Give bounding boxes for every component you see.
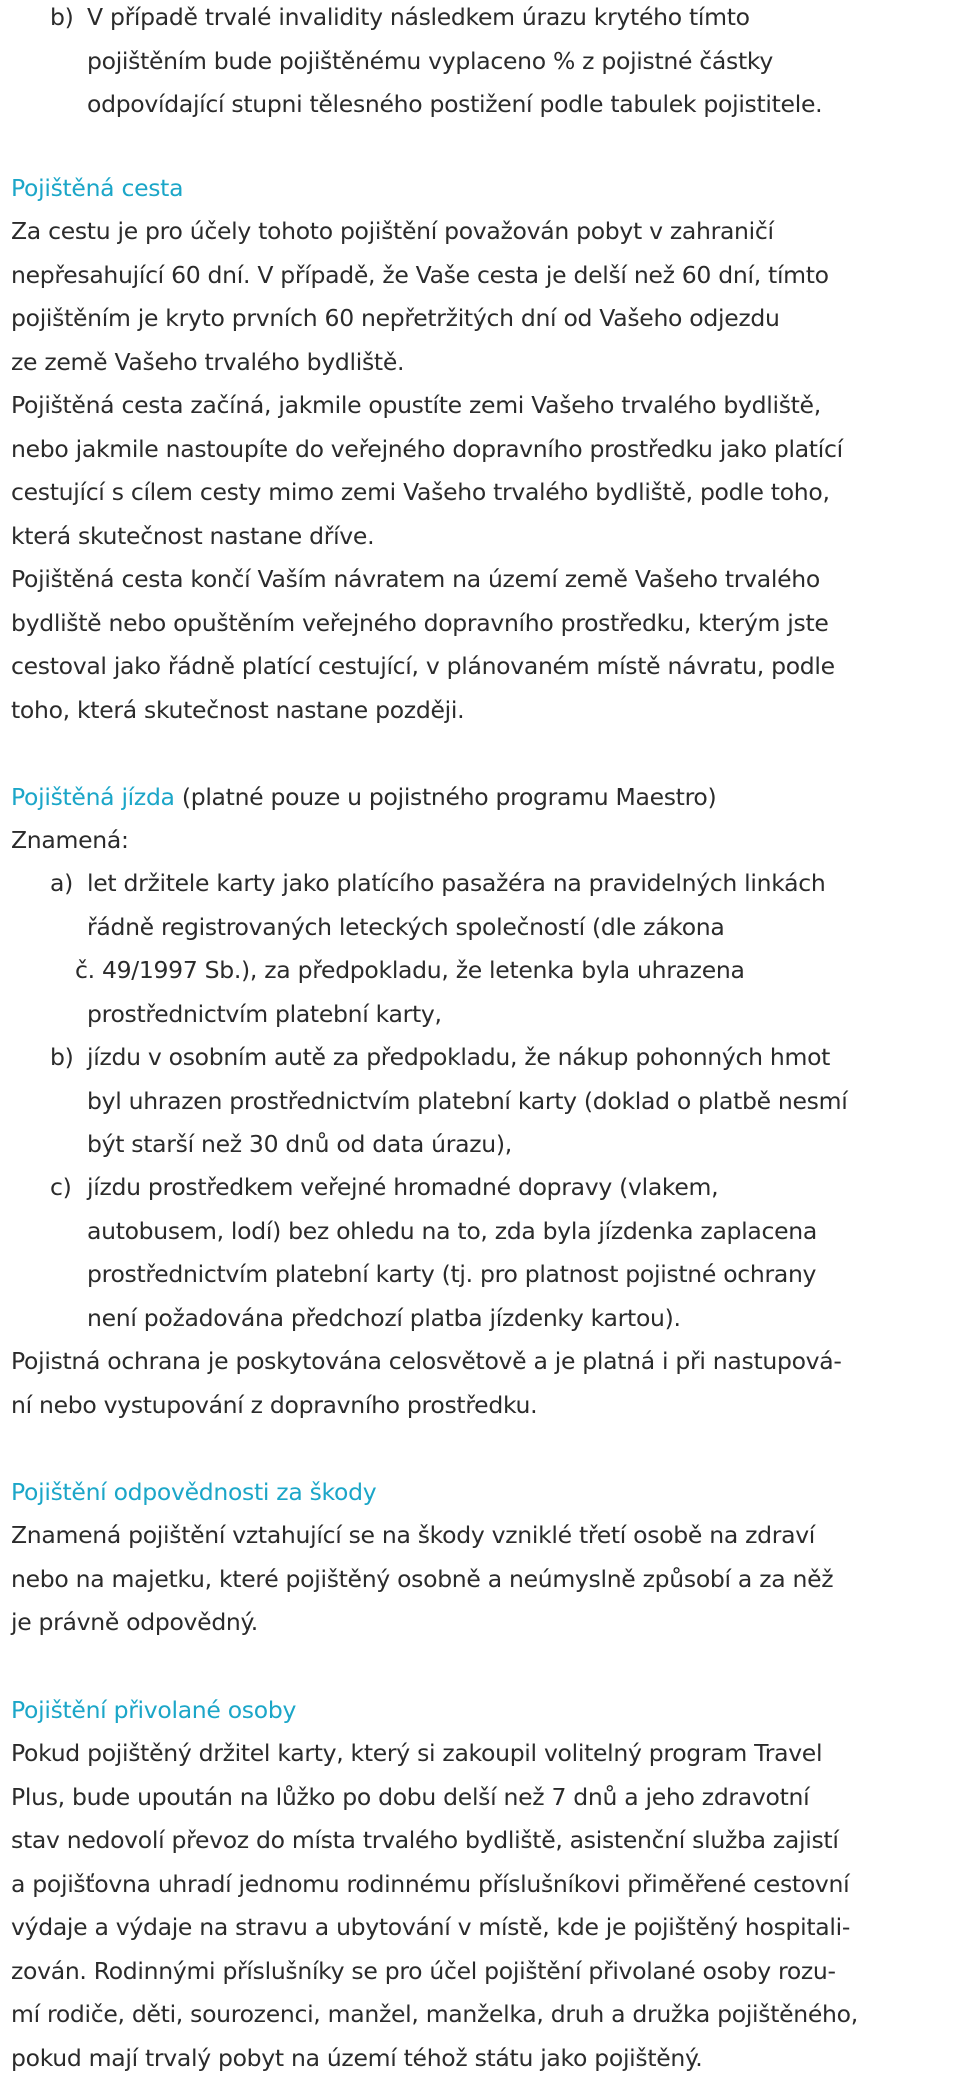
text-line: autobusem, lodí) bez ohledu na to, zda byla jízdenka zaplacena [87,1210,956,1254]
text-line: ní nebo vystupování z dopravního prostředku. [11,1384,956,1428]
text-line: Za cestu je pro účely tohoto pojištění považován pobyt v zahraničí [11,210,956,254]
text-line: zován. Rodinnými příslušníky se pro účel pojištění přivolané osoby rozu- [11,1950,956,1994]
invalidity-list-item [50,0,956,127]
text-line: nebo jakmile nastoupíte do veřejného dopravního prostředku jako platící [11,428,956,472]
text-line: prostřednictvím platební karty, [87,993,956,1037]
ride-heading-line [11,776,956,820]
text-line: Pokud pojištěný držitel karty, který si zakoupil volitelný program Travel [11,1732,956,1776]
text-line: č. 49/1997 Sb.), za předpokladu, že letenka byla uhrazena [75,949,956,993]
text-line: prostřednictvím platební karty (tj. pro platnost pojistné ochrany [87,1253,956,1297]
list-marker: b) [50,1036,86,1080]
text-line: Pojištěná cesta končí Vaším návratem na území země Vašeho trvalého [11,558,956,602]
summoned-paragraph [11,1732,956,2080]
travel-paragraph-1 [11,210,956,384]
travel-paragraph-2 [11,384,956,558]
text-line: nebo na majetku, které pojištěný osobně a neúmyslně způsobí a za něž [11,1558,956,1602]
text-line: bydliště nebo opuštěním veřejného dopravního prostředku, kterým jste [11,602,956,646]
ride-heading-note: (platné pouze u pojistného programu Maestro) [175,783,717,811]
ride-list-item-c [50,1166,956,1340]
text-line: byl uhrazen prostřednictvím platební karty (doklad o platbě nesmí [87,1080,956,1124]
ride-heading: Pojištěná jízda [11,783,175,811]
text-line: být starší než 30 dnů od data úrazu), [87,1123,956,1167]
text-line: řádně registrovaných leteckých společností (dle zákona [87,906,956,950]
text-line: toho, která skutečnost nastane později. [11,689,956,733]
ride-list-item-a [50,862,956,1036]
text-line: odpovídající stupni tělesného postižení podle tabulek pojistitele. [87,83,956,127]
text-line: let držitele karty jako platícího pasažéra na pravidelných linkách [87,862,956,906]
summoned-heading: Pojištění přivolané osoby [11,1689,956,1733]
ride-intro: Znamená: [11,819,956,863]
text-line: cestující s cílem cesty mimo zemi Vašeho trvalého bydliště, podle toho, [11,471,956,515]
text-line: ze země Vašeho trvalého bydliště. [11,341,956,385]
text-line: výdaje a výdaje na stravu a ubytování v místě, kde je pojištěný hospitali- [11,1906,956,1950]
text-line: je právně odpovědný. [11,1601,956,1645]
text-line: V případě trvalé invalidity následkem úrazu krytého tímto [87,0,956,40]
text-line: pojištěním je kryto prvních 60 nepřetržitých dní od Vašeho odjezdu [11,297,956,341]
text-line: Plus, bude upoután na lůžko po dobu delší než 7 dnů a jeho zdravotní [11,1776,956,1820]
text-line: nepřesahující 60 dní. V případě, že Vaše cesta je delší než 60 dní, tímto [11,254,956,298]
text-line: jízdu prostředkem veřejné hromadné dopravy (vlakem, [87,1166,956,1210]
list-marker: c) [50,1166,86,1210]
text-line: mí rodiče, děti, sourozenci, manžel, manželka, druh a družka pojištěného, [11,1993,956,2037]
text-line: a pojišťovna uhradí jednomu rodinnému příslušníkovi přiměřené cestovní [11,1863,956,1907]
liability-paragraph [11,1514,956,1645]
text-line: pokud mají trvalý pobyt na území téhož státu jako pojištěný. [11,2037,956,2080]
ride-closing [11,1340,956,1427]
text-line: stav nedovolí převoz do místa trvalého bydliště, asistenční služba zajistí [11,1819,956,1863]
text-line: není požadována předchozí platba jízdenky kartou). [87,1297,956,1341]
list-marker: a) [50,862,86,906]
travel-heading: Pojištěná cesta [11,167,956,211]
text-line: cestoval jako řádně platící cestující, v plánovaném místě návratu, podle [11,645,956,689]
text-line: která skutečnost nastane dříve. [11,515,956,559]
text-line: Pojistná ochrana je poskytována celosvětově a je platná i při nastupová- [11,1340,956,1384]
text-line: pojištěním bude pojištěnému vyplaceno % z pojistné částky [87,40,956,84]
ride-list-item-b [50,1036,956,1167]
list-marker: b) [50,0,86,40]
travel-paragraph-3 [11,558,956,732]
text-line: jízdu v osobním autě za předpokladu, že nákup pohonných hmot [87,1036,956,1080]
text-line: Pojištěná cesta začíná, jakmile opustíte zemi Vašeho trvalého bydliště, [11,384,956,428]
liability-heading: Pojištění odpovědnosti za škody [11,1471,956,1515]
text-line: Znamená pojištění vztahující se na škody vzniklé třetí osobě na zdraví [11,1514,956,1558]
